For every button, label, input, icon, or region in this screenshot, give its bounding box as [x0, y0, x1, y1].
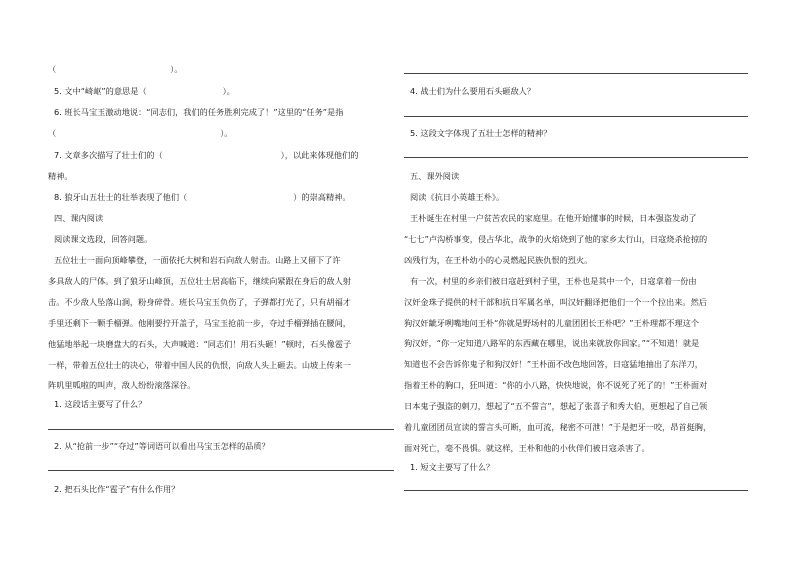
answer-line[interactable] — [404, 157, 748, 158]
question-8-text: 8. 狼牙山五壮士的壮举表现了他们（ — [54, 192, 188, 202]
question-6-line1: 6. 班长马宝玉激动地说：“同志们，我们的任务胜利完成了！”这里的“任务”是指 — [54, 107, 344, 117]
question-6-line2 — [48, 128, 394, 138]
paren-close: ）。 — [220, 128, 233, 138]
passage-line: 面对死亡，毫不畏惧。就这样，王朴和他的小伙伴们被日寇杀害了。 — [404, 442, 650, 453]
answer-line[interactable] — [48, 429, 394, 430]
reading-question-1: 1. 这段话主要写了什么？ — [54, 399, 147, 409]
reading-passage — [48, 250, 394, 396]
question-7-text: 7. 文章多次描写了壮士们的（ — [54, 150, 163, 160]
passage-line: 手里还剩下一颗手榴弹。他刚要拧开盖子，马宝玉抢前一步，夺过手榴弹插在腰间， — [48, 317, 351, 328]
q4-answer-tail — [48, 64, 394, 74]
passage-line: 狗汉奸龇牙咧嘴地问王朴“你就是野场村的儿童团团长王朴吧？”王朴理都不理这个 — [404, 317, 700, 328]
section-4-title: 四、课内阅读 — [54, 213, 104, 223]
reading-question-1: 1. 短文主要写了什么？ — [410, 462, 495, 472]
passage-line: 汉奸金珠子提供的村干部和抗日军属名单，叫汉奸翻译把他们一个一个拉出来。然后 — [404, 296, 707, 307]
passage-line: 狗汉奸，“你一定知道八路军的东西藏在哪里，说出来就放你回家。”“不知道！就是 — [404, 338, 700, 349]
question-7-post: ），以此来体现他们的 — [280, 150, 359, 160]
passage-line: 击。不少敌人坠落山涧，粉身碎骨。班长马宝玉负伤了，子弹都打光了，只有胡福才 — [48, 296, 351, 307]
reading-question-3: 2. 把石头比作“雹子”有什么作用？ — [54, 484, 180, 494]
answer-line[interactable] — [404, 116, 748, 117]
question-8-post: ）的崇高精神。 — [293, 192, 351, 202]
reading-question-4: 4. 战士们为什么要用石头砸敌人？ — [410, 86, 536, 96]
passage-line: 指着王朴的胸口，狂叫道：“你的小八路，快快地说，你不说死了死了的！”王朴面对 — [404, 380, 708, 391]
passage-line: 他猛地举起一块磨盘大的石头，大声喊道：“同志们！用石头砸！”顿时，石头像雹子 — [48, 338, 352, 349]
extracurricular-passage — [404, 208, 748, 459]
passage-line: 多具敌人的尸体。到了狼牙山峰顶，五位壮士居高临下，继续向紧跟在身后的敌人射 — [48, 275, 351, 286]
passage-line: “七七”卢沟桥事变，侵占华北，战争的火焰烧到了他的家乡太行山，日寇烧杀抢掠的 — [404, 233, 708, 244]
paren-open: （ — [48, 128, 57, 138]
question-7-line2: 精神。 — [48, 171, 73, 181]
passage-line: 阵叽里呱啦的叫声，敌人纷纷滚落深谷。 — [48, 380, 196, 391]
answer-line[interactable] — [48, 470, 394, 471]
question-5-close: ）。 — [222, 86, 235, 96]
reading-title: 阅读《抗日小英雄王朴》。 — [410, 192, 505, 202]
passage-line: 王朴诞生在村里一户贫苦农民的家庭里。在他开始懂事的时候，日本强盗发动了 — [410, 213, 697, 223]
passage-line: 有一次，村里的乡亲们被日寇赶到村子里，王朴也是其中一个，日寇拿着一份由 — [410, 275, 697, 286]
passage-line: 知道也不会告诉你鬼子和狗汉奸！”王朴面不改色地回答，日寇猛地抽出了东洋刀， — [404, 359, 703, 370]
question-8 — [48, 192, 394, 202]
paren-close: ）。 — [170, 64, 183, 74]
passage-line: 凶残行为，在王朴幼小的心灵燃起民族仇恨的烈火。 — [404, 254, 593, 265]
answer-line[interactable] — [404, 490, 748, 491]
question-7-line1 — [48, 150, 394, 160]
reading-instruction: 阅读课文选段，回答问题。 — [54, 234, 153, 244]
question-5-text: 5. 文中“崎岖”的意思是（ — [54, 86, 147, 96]
passage-line: 一样，带着五位壮士的决心，带着中国人民的仇恨，向敌人头上砸去。山坡上传来一 — [48, 359, 351, 370]
reading-question-2: 2. 从“抢前一步”“夺过”等词语可以看出马宝玉怎样的品质？ — [54, 441, 270, 451]
question-5 — [48, 86, 394, 96]
paren-open: （ — [48, 64, 57, 74]
passage-line: 着儿童团团员宣读的誓言头可断，血可流，秘密不可泄！”于是把牙一咬，昂首挺胸， — [404, 422, 712, 433]
answer-line[interactable] — [404, 73, 748, 74]
passage-line: 五位壮士一面向顶峰攀登，一面依托大树和岩石向敌人射击。山路上又留下了许 — [54, 255, 341, 265]
passage-line: 日本鬼子强盗的刺刀，想起了“五不誓言”，想起了张喜子和秀大伯，更想起了自己领 — [404, 401, 708, 412]
reading-question-5: 5. 这段文字体现了五壮士怎样的精神？ — [410, 128, 552, 138]
section-5-title: 五、课外阅读 — [410, 171, 460, 181]
